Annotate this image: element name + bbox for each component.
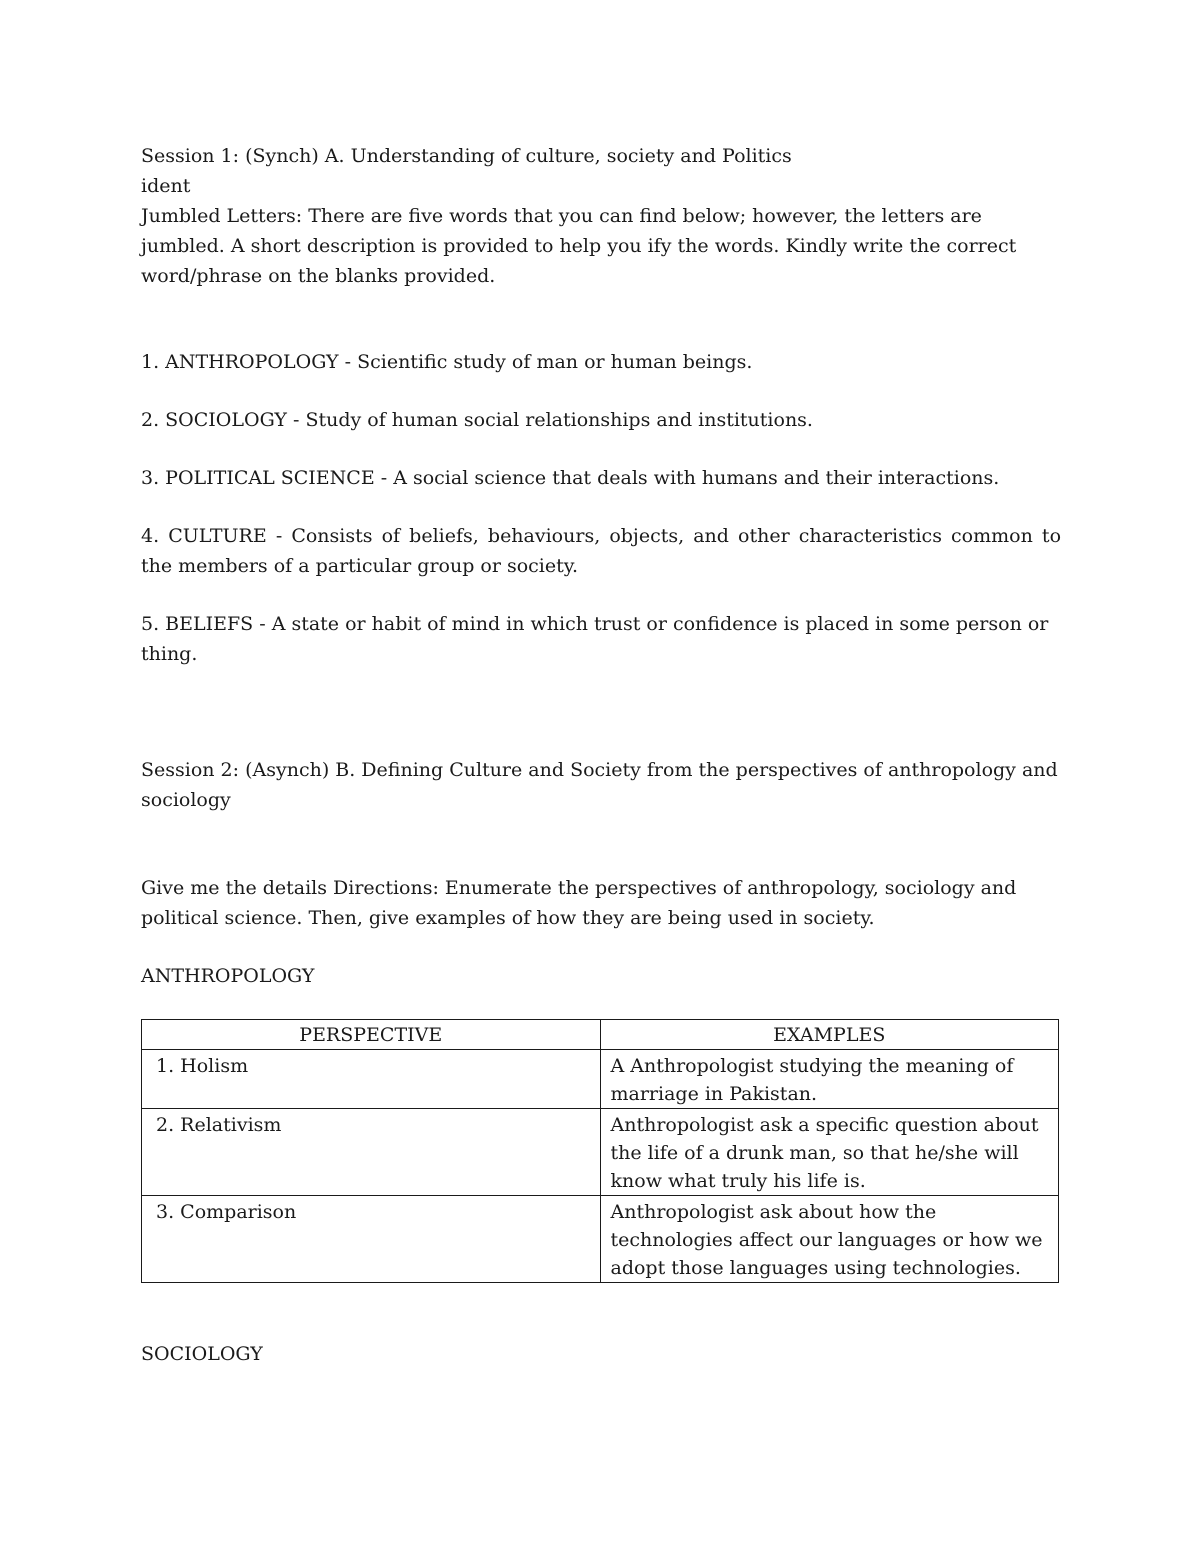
column-header-perspective: PERSPECTIVE [142, 1020, 601, 1050]
session2-directions: Give me the details Directions: Enumerate the perspectives of anthropology, sociology and political science. Then, give examples of how they are being used in society. [141, 877, 1017, 929]
list-item-term: 3. POLITICAL SCIENCE [141, 467, 375, 489]
perspectives-table [141, 1019, 1059, 1283]
list-item [141, 405, 1061, 435]
list-item [141, 521, 1061, 581]
session1-instructions: Jumbled Letters: There are five words that you can find below; however, the letters are jumbled. A short description is provided to help you ify the words. Kindly write the correct word/phrase on the blanks provided. [141, 205, 1017, 287]
list-item-definition: - Consists of beliefs, behaviours, objects, and other characteristics common to the members of a particular group or society. [141, 525, 1062, 577]
list-item [141, 347, 1061, 377]
session1-stray-text: ident [141, 175, 191, 197]
table-row [142, 1196, 1059, 1283]
table-row [142, 1109, 1059, 1196]
list-item-term: 4. CULTURE [141, 525, 267, 547]
list-item-definition: - Scientific study of man or human beings. [338, 351, 753, 373]
list-item [141, 463, 1061, 493]
table-cell-example: A Anthropologist studying the meaning of marriage in Pakistan. [600, 1050, 1059, 1109]
sociology-label: SOCIOLOGY [141, 1343, 263, 1365]
table-cell-perspective: 2. Relativism [142, 1109, 601, 1196]
table-cell-example: Anthropologist ask about how the technologies affect our languages or how we adopt those languages using technologies. [600, 1196, 1059, 1283]
session2-heading: Session 2: (Asynch) B. Defining Culture and Society from the perspectives of anthropology and sociology [141, 759, 1058, 811]
table-row [142, 1050, 1059, 1109]
list-item-definition: - A state or habit of mind in which trust or confidence is placed in some person or thing. [141, 613, 1049, 665]
list-item-term: 2. SOCIOLOGY [141, 409, 287, 431]
list-item-definition: - A social science that deals with humans and their interactions. [374, 467, 1000, 489]
table-cell-perspective: 1. Holism [142, 1050, 601, 1109]
table-cell-example: Anthropologist ask a specific question about the life of a drunk man, so that he/she will know what truly his life is. [600, 1109, 1059, 1196]
list-item-term: 5. BELIEFS [141, 613, 254, 635]
table-cell-perspective: 3. Comparison [142, 1196, 601, 1283]
anthropology-label: ANTHROPOLOGY [141, 965, 315, 987]
column-header-examples: EXAMPLES [600, 1020, 1059, 1050]
table-header-row [142, 1020, 1059, 1050]
list-item-term: 1. ANTHROPOLOGY [141, 351, 339, 373]
list-item [141, 609, 1061, 669]
document-page [141, 141, 1061, 1369]
list-item-definition: - Study of human social relationships and institutions. [286, 409, 813, 431]
session1-heading: Session 1: (Synch) A. Understanding of culture, society and Politics [141, 145, 792, 167]
